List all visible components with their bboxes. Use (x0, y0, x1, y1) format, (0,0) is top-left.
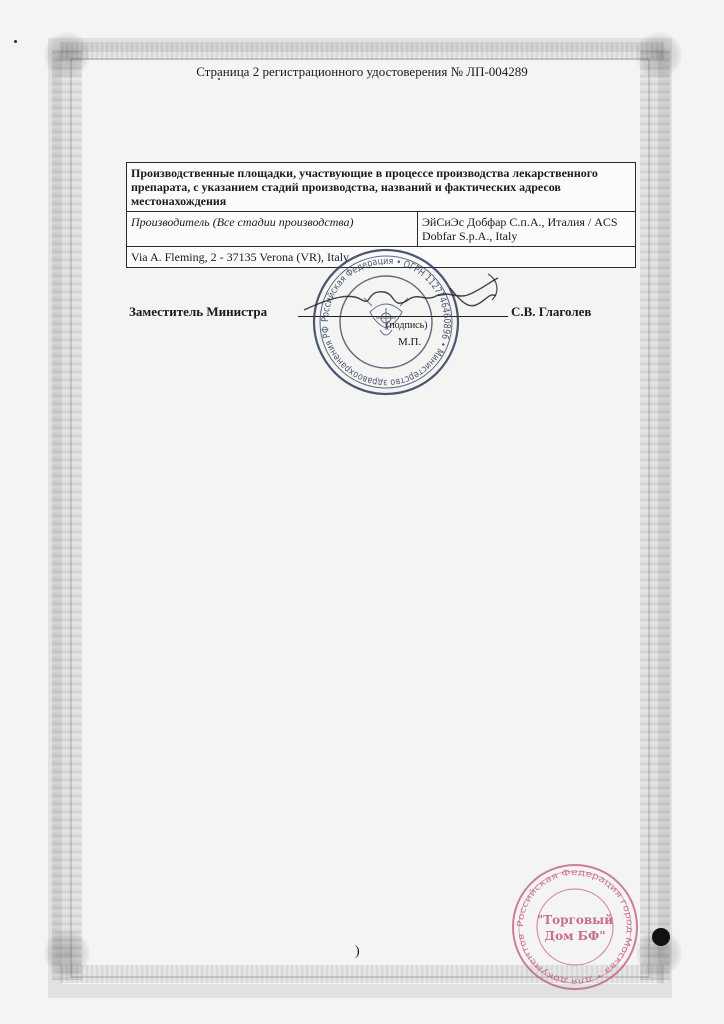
manufacturer-value-cell: ЭйСиЭс Добфар С.п.А., Италия / ACS Dobfar S.p.A., Italy (418, 212, 636, 247)
company-seal-stamp (510, 862, 640, 992)
page-title: Страница 2 регистрационного удостоверения № ЛП-004289 (196, 64, 528, 79)
svg-text:Российская Федерация • ОГРН 11: Российская Федерация • ОГРН 1127746460896 • Министерство здравоохранения РФ (319, 255, 453, 389)
punch-hole (652, 928, 670, 946)
svg-text:Дом БФ": Дом БФ" (544, 929, 606, 943)
table-row (127, 212, 636, 247)
signatory-position: Заместитель Министра (129, 304, 268, 319)
svg-text:"Торговый: "Торговый (536, 913, 614, 927)
address-cell: Via A. Fleming, 2 - 37135 Verona (VR), Italy (127, 247, 636, 268)
signature-caption: (подпись) (386, 320, 428, 331)
scan-speck (14, 40, 17, 43)
frame-corner-ornament (44, 930, 90, 976)
page-mark: ) (355, 944, 360, 959)
table-row (127, 163, 636, 212)
signatory-name: С.В. Глаголев (511, 304, 592, 319)
svg-text:Российская Федерация город Мос: Российская Федерация город Москва • для документов (515, 867, 635, 987)
table-heading-cell: Производственные площадки, участвующие в процессе производства лекарственного препарата, с указанием стадий производства, названий и фактических адресов местонахождения (127, 163, 636, 212)
seal-caption: М.П. (398, 336, 422, 348)
manufacturer-label-cell: Производитель (Все стадии производства) (127, 212, 418, 247)
